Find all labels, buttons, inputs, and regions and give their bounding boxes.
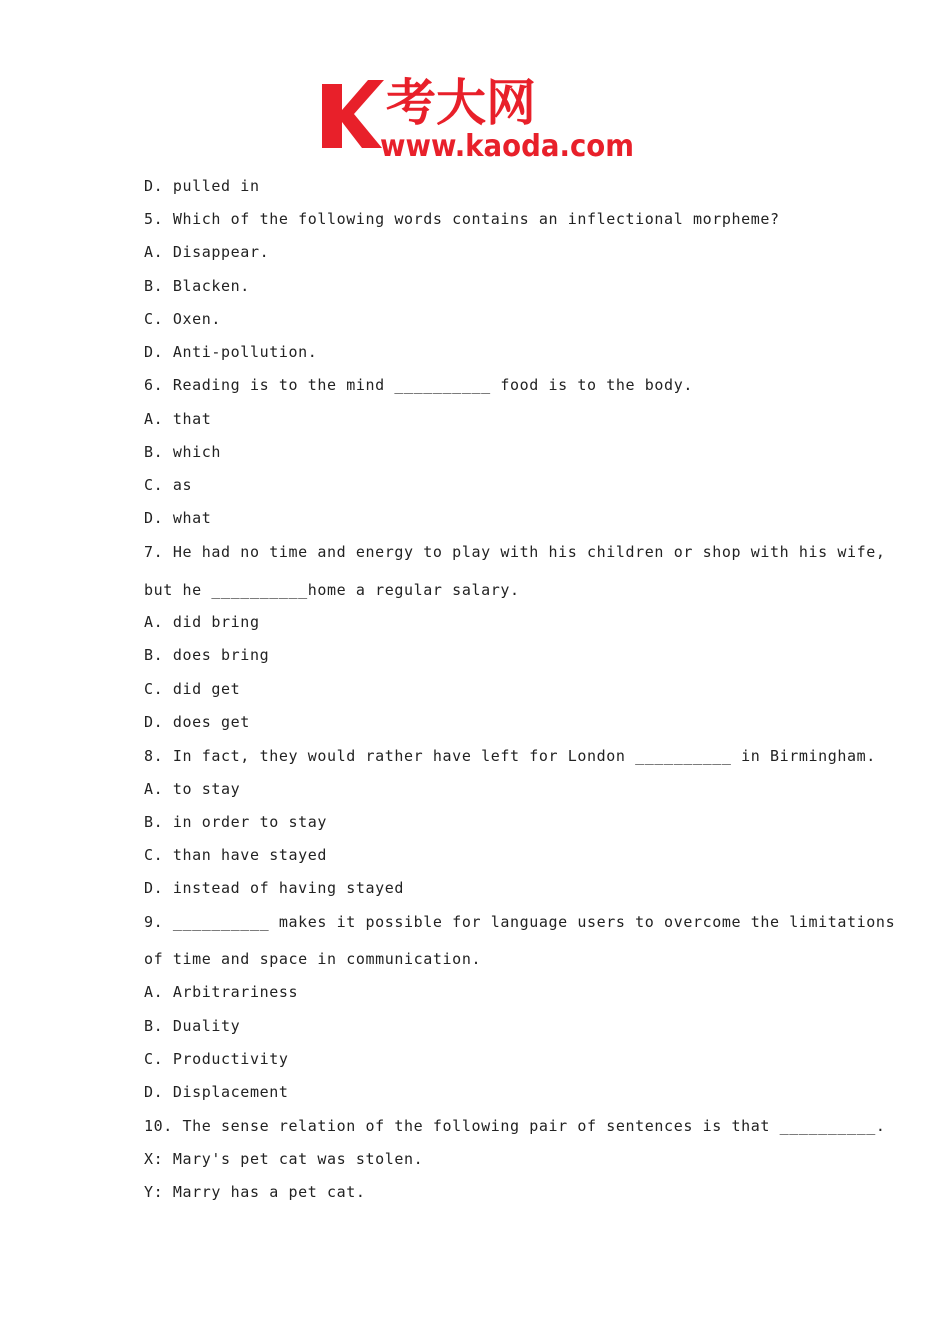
logo-brand-cn: 考大网 [386, 74, 536, 132]
line-question-10: 10. The sense relation of the following pair of sentences is that __________. [144, 1117, 886, 1135]
line-option-d-q4: D. pulled in [144, 177, 260, 195]
line-q8-option-c: C. than have stayed [144, 846, 327, 864]
logo-url: www.kaoda.com [380, 129, 634, 160]
line-q6-option-a: A. that [144, 410, 212, 428]
line-question-6: 6. Reading is to the mind __________ food is to the body. [144, 376, 693, 394]
line-q6-option-d: D. what [144, 509, 212, 527]
line-q5-option-c: C. Oxen. [144, 310, 222, 328]
line-q6-option-b: B. which [144, 443, 222, 461]
kaoda-logo [318, 70, 638, 160]
line-q7-option-a: A. did bring [144, 613, 260, 631]
line-q8-option-d: D. instead of having stayed [144, 879, 405, 897]
line-q8-option-a: A. to stay [144, 780, 241, 798]
line-q10-sentence-x: X: Mary's pet cat was stolen. [144, 1150, 424, 1168]
line-q6-option-c: C. as [144, 476, 193, 494]
line-question-7: 7. He had no time and energy to play with his children or shop with his wife, [144, 543, 886, 561]
line-q7-option-d: D. does get [144, 713, 250, 731]
line-q5-option-d: D. Anti-pollution. [144, 343, 318, 361]
logo-k-mark [322, 80, 384, 148]
line-q7-option-c: C. did get [144, 680, 241, 698]
line-q5-option-a: A. Disappear. [144, 243, 270, 261]
line-question-9-cont: of time and space in communication. [144, 950, 482, 968]
line-q9-option-c: C. Productivity [144, 1050, 289, 1068]
line-question-9: 9. __________ makes it possible for language users to overcome the limitations [144, 913, 896, 931]
line-q9-option-d: D. Displacement [144, 1083, 289, 1101]
line-q9-option-b: B. Duality [144, 1017, 241, 1035]
line-q8-option-b: B. in order to stay [144, 813, 327, 831]
line-q7-option-b: B. does bring [144, 646, 270, 664]
kaoda-logo-graphic [318, 70, 638, 160]
line-q10-sentence-y: Y: Marry has a pet cat. [144, 1183, 366, 1201]
line-q9-option-a: A. Arbitrariness [144, 983, 299, 1001]
line-q5-option-b: B. Blacken. [144, 277, 250, 295]
line-question-8: 8. In fact, they would rather have left for London __________ in Birmingham. [144, 747, 876, 765]
line-question-7-cont: but he __________home a regular salary. [144, 581, 520, 599]
line-question-5: 5. Which of the following words contains an inflectional morpheme? [144, 210, 780, 228]
